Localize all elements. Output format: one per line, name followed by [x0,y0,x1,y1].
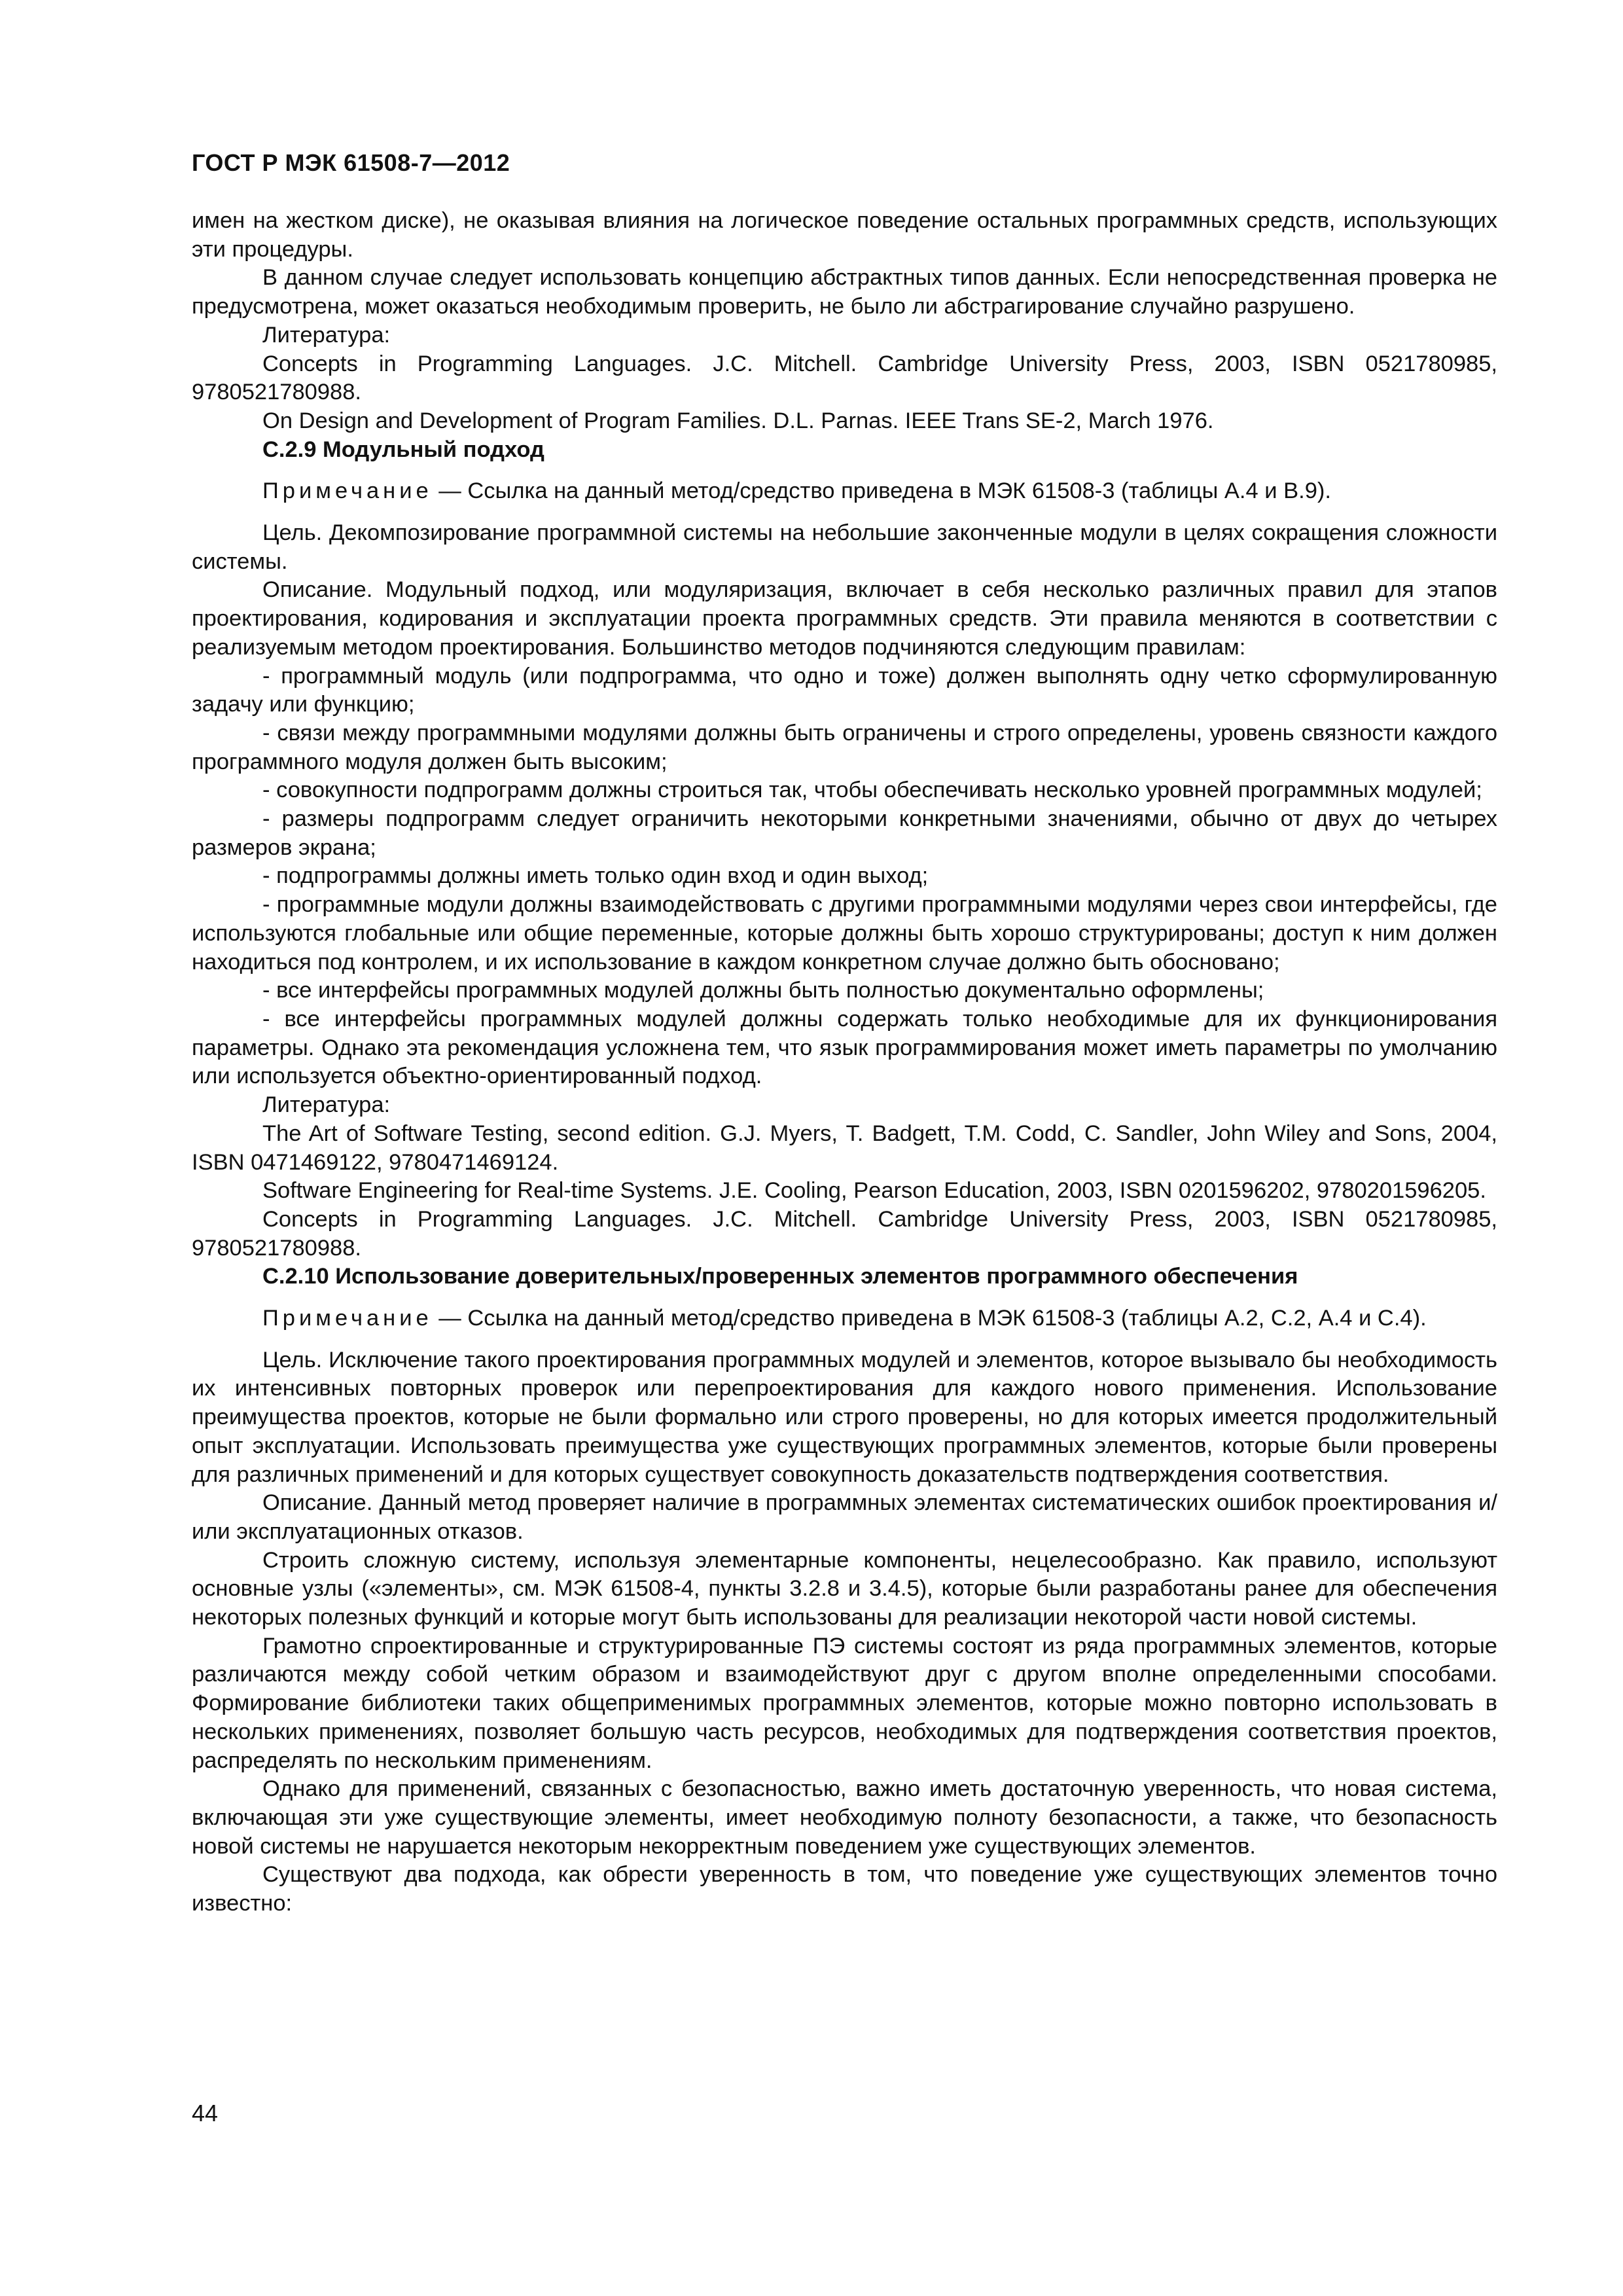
page-number: 44 [192,2100,219,2126]
note-text: — Ссылка на данный метод/средство приведена в МЭК 61508-3 (таблицы А.2, С.2, А.4 и С.4). [432,1306,1427,1331]
paragraph: В данном случае следует использовать концепцию абстрактных типов данных. Если непосредственная проверка не предусмотрена, может оказаться необходимым проверить, не было ли абстрагирование случайно разрушено. [192,265,1497,319]
list-item: - программный модуль (или подпрограмма, что одно и тоже) должен выполнять одну четко сформулированную задачу или функцию; [192,663,1497,717]
note [192,477,1497,506]
paragraph: Цель. Исключение такого проектирования программных модулей и элементов, которое вызывало бы необходимость их интенсивных повторных проверок или перепроектирования для каждого нового применения. Использование преимущества проектов, которые не были формально или строго проверены, но для которых имеется продолжительный опыт эксплуатации. Использовать преимущества уже существующих программных элементов, которые были проверены для различных применений и для которых существует совокупность доказательств подтверждения соответствия. [192,1347,1497,1487]
reference: On Design and Development of Program Families. D.L. Parnas. IEEE Trans SE-2, March 1976. [262,408,1214,433]
paragraph: Описание. Данный метод проверяет наличие в программных элементах систематических ошибок проектирования и/или эксплуатационных отказов. [192,1490,1497,1544]
section-heading: С.2.9 Модульный подход [262,437,544,462]
list-item: - все интерфейсы программных модулей должны содержать только необходимые для их функционирования параметры. Однако эта рекомендация усложнена тем, что язык программирования может иметь параметры по умолчанию или используется объектно-ориентированный подход. [192,1006,1497,1089]
note-label: Примечание [262,478,433,504]
list-item: - связи между программными модулями должны быть ограничены и строго определены, уровень связности каждого программного модуля должен быть высоким; [192,720,1497,774]
note-text: — Ссылка на данный метод/средство приведена в МЭК 61508-3 (таблицы А.4 и В.9). [432,478,1331,504]
note [192,1304,1497,1333]
paragraph: Описание. Модульный подход, или модуляризация, включает в себя несколько различных правил для этапов проектирования, кодирования и эксплуатации проекта программных средств. Эти правила меняются в соответствии с реализуемым методом проектирования. Большинство методов подчиняются следующим правилам: [192,577,1497,660]
reference: The Art of Software Testing, second edition. G.J. Myers, T. Badgett, T.M. Codd, C. Sandler, John Wiley and Sons, 2004, ISBN 0471469122, 9780471469124. [192,1121,1497,1175]
document-body [192,207,1497,1918]
document-header: ГОСТ Р МЭК 61508-7—2012 [192,149,510,176]
paragraph: Цель. Декомпозирование программной системы на небольшие законченные модули в целях сокращения сложности системы. [192,520,1497,574]
list-item: - совокупности подпрограмм должны строиться так, чтобы обеспечивать несколько уровней программных модулей; [262,778,1482,803]
reference: Software Engineering for Real-time Systems. J.E. Cooling, Pearson Education, 2003, ISBN 0201596202, 9780201596205. [262,1178,1486,1204]
paragraph: Грамотно спроектированные и структурированные ПЭ системы состоят из ряда программных элементов, которые различаются между собой четким образом и взаимодействуют друг с другом вполне определенными способами. Формирование библиотеки таких общеприменимых программных элементов, которые можно повторно использовать в нескольких применениях, позволяет большую часть ресурсов, необходимых для подтверждения соответствия проектов, распределять по нескольким применениям. [192,1633,1497,1773]
list-item: - размеры подпрограмм следует ограничить некоторыми конкретными значениями, обычно от двух до четырех размеров экрана; [192,806,1497,860]
section-heading: С.2.10 Использование доверительных/проверенных элементов программного обеспечения [262,1264,1298,1289]
list-item: - программные модули должны взаимодействовать с другими программными модулями через свои интерфейсы, где используются глобальные или общие переменные, которые должны быть хорошо структурированы; доступ к ним должен находиться под контролем, и их использование в каждом конкретном случае должно быть обосновано; [192,892,1497,975]
paragraph: Существуют два подхода, как обрести уверенность в том, что поведение уже существующих элементов точно известно: [192,1862,1497,1916]
note-label: Примечание [262,1306,433,1331]
reference: Concepts in Programming Languages. J.C. Mitchell. Cambridge University Press, 2003, ISBN 0521780985, 9780521780988. [192,1206,1497,1261]
paragraph: Литература: [262,322,391,348]
paragraph: имен на жестком диске), не оказывая влияния на логическое поведение остальных программных средств, использующих эти процедуры. [192,208,1497,262]
list-item: - все интерфейсы программных модулей должны быть полностью документально оформлены; [262,978,1264,1003]
list-item: - подпрограммы должны иметь только один вход и один выход; [262,863,929,889]
paragraph: Однако для применений, связанных с безопасностью, важно иметь достаточную уверенность, что новая система, включающая эти уже существующие элементы, имеет необходимую полноту безопасности, а также, что безопасность новой системы не нарушается некоторым некорректным поведением уже существующих элементов. [192,1776,1497,1859]
reference: Concepts in Programming Languages. J.C. Mitchell. Cambridge University Press, 2003, ISBN 0521780985, 9780521780988. [192,351,1497,405]
paragraph: Литература: [262,1092,391,1118]
paragraph: Строить сложную систему, используя элементарные компоненты, нецелесообразно. Как правило, используют основные узлы («элементы», см. МЭК 61508-4, пункты 3.2.8 и 3.4.5), которые были разработаны ранее для обеспечения некоторых полезных функций и которые могут быть использованы для реализации некоторой части новой системы. [192,1547,1497,1630]
